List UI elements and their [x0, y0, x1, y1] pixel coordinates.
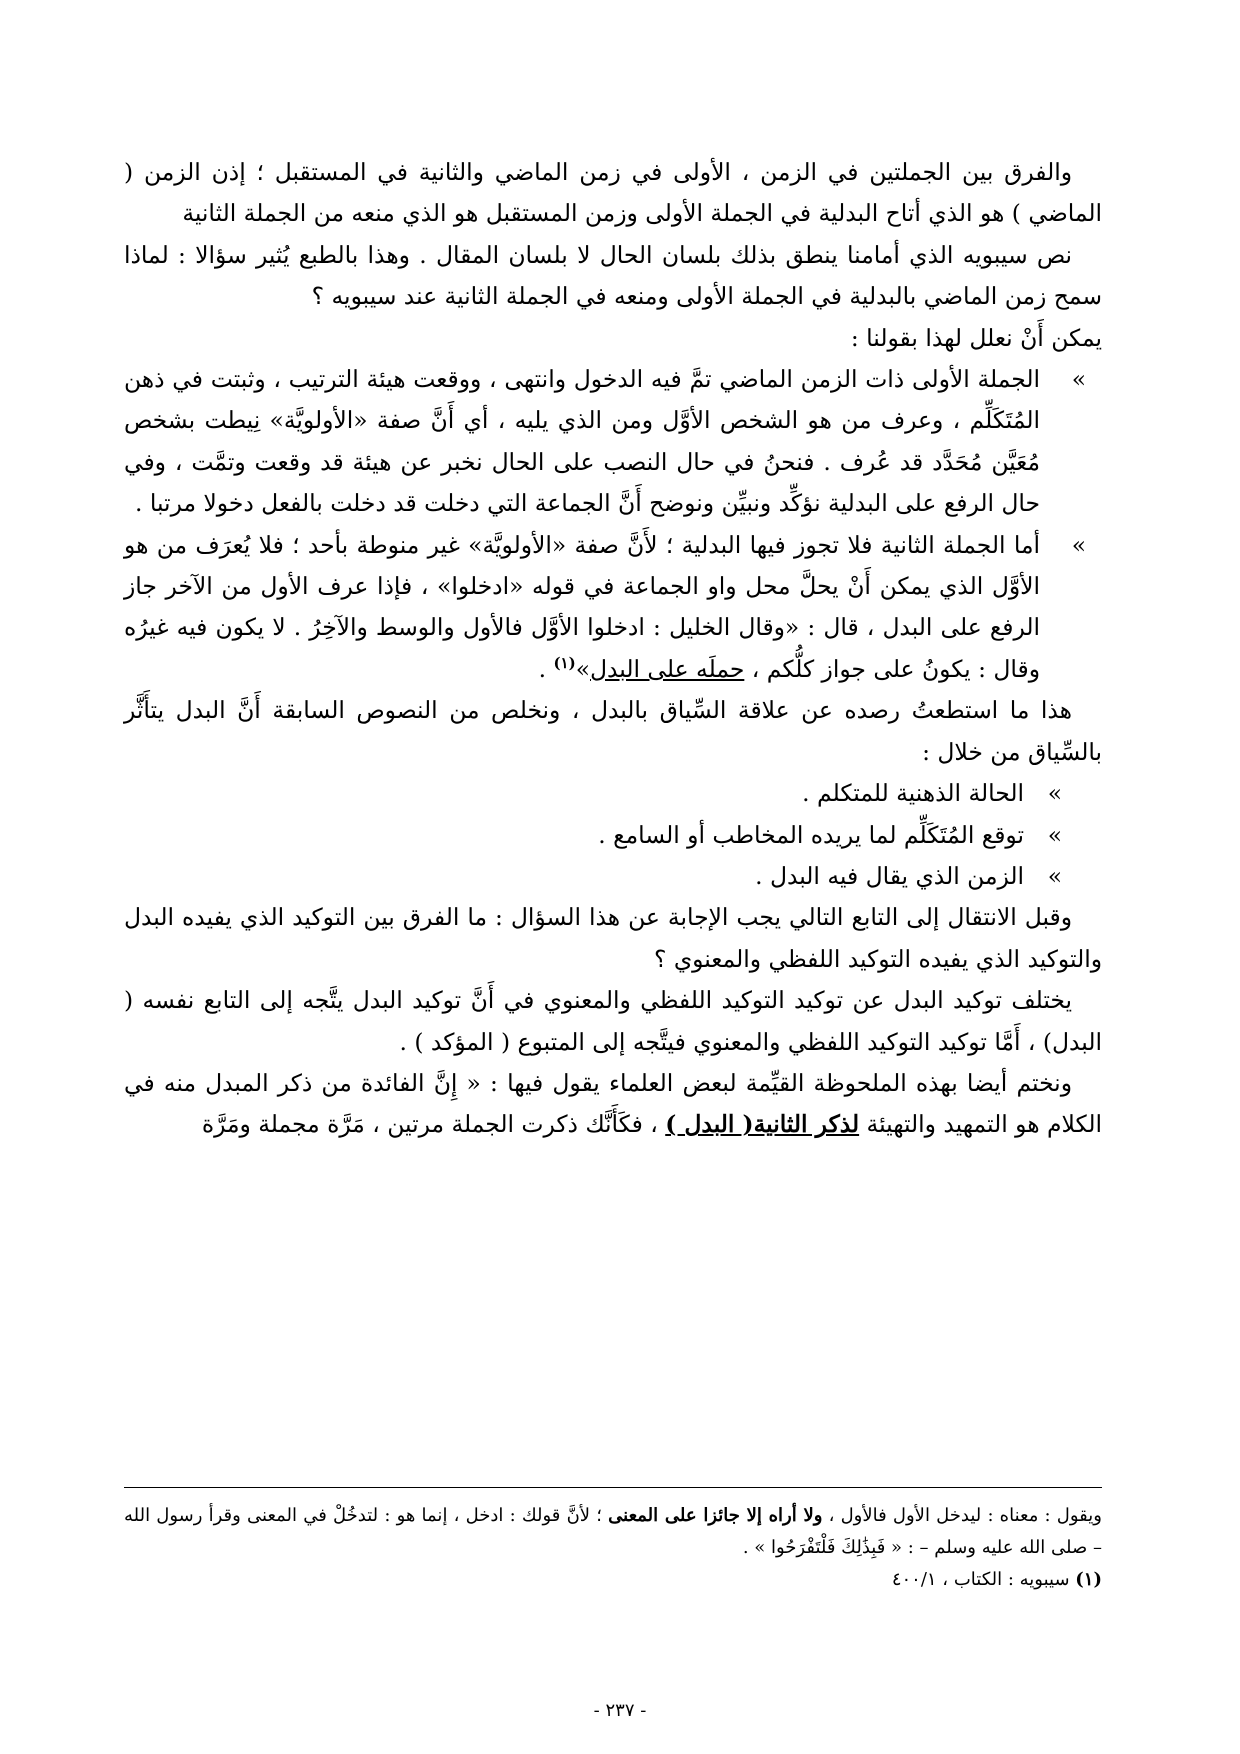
footnote-reference: (١) [553, 654, 576, 673]
context-list [124, 773, 1102, 897]
bullet-marker: » [1047, 861, 1062, 890]
footnote-bold-text: ولا أراه إلا جائزا على المعنى [608, 1505, 823, 1526]
list-item [124, 359, 1102, 525]
footnote-text: ويقول : معناه : ليدخل الأول فالأول ، [828, 1505, 1102, 1526]
footnote-text: سيبويه : الكتاب ، ٤٠٠/١ [891, 1569, 1070, 1590]
emphasized-phrase: لذكر الثانية( البدل ) [665, 1110, 860, 1139]
footnotes [124, 1500, 1102, 1596]
body-text [124, 152, 1102, 1146]
paragraph-6: يختلف توكيد البدل عن توكيد التوكيد اللفظي والمعنوي في أَنَّ توكيد البدل يتَّجه إلى التابع نفسه ( البدل) ، أَمَّا توكيد التوكيد اللفظي والمعنوي فيتَّجه إلى المتبوع ( المؤكد ) . [124, 986, 1102, 1056]
sentence-end: . [538, 654, 546, 683]
list-item [124, 815, 1102, 856]
page-number: - ٢٣٧ - [593, 1700, 647, 1721]
list-item [124, 773, 1102, 814]
bullet-marker: » [1071, 530, 1086, 559]
list-item-text: الجملة الأولى ذات الزمن الماضي تمَّ فيه الدخول وانتهى ، ووقعت هيئة الترتيب ، وثبتت في ذهن المُتَكَلِّم ، وعرف من هو الشخص الأوَّل ومن الذي يليه ، أي أَنَّ صفة «الأولويَّة» نِيطت بشخص مُعَيَّن مُحَدَّد قد عُرف . فنحنُ في حال النصب على الحال نخبر عن هيئة قد وقعت وتمَّت ، وفي حال الرفع على البدلية نؤكِّد ونبيِّن ونوضح أَنَّ الجماعة التي دخلت قد دخلت بالفعل دخولا مرتبا . [124, 365, 1040, 518]
bullet-marker: » [1071, 365, 1086, 394]
list-item-text: توقع المُتَكَلِّم لما يريده المخاطب أو السامع . [598, 820, 1024, 849]
footnote-divider [124, 1487, 1102, 1488]
underlined-phrase: حملَه على البدل [590, 654, 745, 683]
list-item-text: الحالة الذهنية للمتكلم . [802, 779, 1024, 808]
list-item [124, 525, 1102, 691]
paragraph-7-start: ونختم أيضا بهذه الملحوظة القيِّمة لبعض العلماء يقول فيها : « إِنَّ الفائدة من ذكر المبدل منه في الكلام هو التمهيد والتهيئة [124, 1068, 1102, 1139]
list-item-text: الزمن الذي يقال فيه البدل . [755, 861, 1024, 890]
footnote-number: (١) [1075, 1569, 1102, 1590]
list-item-text: أما الجملة الثانية فلا تجوز فيها البدلية ؛ لأَنَّ صفة «الأولويَّة» غير منوطة بأحد ؛ فلا يُعرَف من هو الأوَّل الذي يمكن أَنْ يحلَّ محل واو الجماعة في قوله «ادخلوا» ، فإذا عرف الأول من الآخر جاز الرفع على البدل ، قال : «وقال الخليل : ادخلوا الأوَّل فالأول والوسط والآخِرُ . لا يكون فيه غيرُه وقال : يكونُ على جواز كلُّكم ، [124, 530, 1040, 683]
closing-quote: » [575, 654, 591, 683]
paragraph-3: يمكن أَنْ نعلل لهذا بقولنا : [850, 323, 1102, 352]
paragraph-7 [124, 1063, 1102, 1146]
paragraph-4: هذا ما استطعتُ رصده عن علاقة السِّياق بالبدل ، ونخلص من النصوص السابقة أَنَّ البدل يتأَثَّر بالسِّياق من خلال : [124, 696, 1102, 766]
footnote-continuation [124, 1500, 1102, 1564]
footnote-1 [124, 1564, 1102, 1596]
reasons-list [124, 359, 1102, 690]
paragraph-7-end: ، فكَأَنَّك ذكرت الجملة مرتين ، مَرَّة مجملة ومَرَّة [201, 1110, 658, 1139]
list-item [124, 856, 1102, 897]
paragraph-2: نص سيبويه الذي أمامنا ينطق بذلك بلسان الحال لا بلسان المقال . وهذا بالطبع يُثير سؤالا : لماذا سمح زمن الماضي بالبدلية في الجملة الأولى ومنعه في الجملة الثانية عند سيبويه ؟ [124, 240, 1102, 311]
paragraph-1: والفرق بين الجملتين في الزمن ، الأولى في زمن الماضي والثانية في المستقبل ؛ إذن الزمن ( الماضي ) هو الذي أتاح البدلية في الجملة الأولى وزمن المستقبل هو الذي منعه من الجملة الثانية [124, 158, 1102, 228]
paragraph-5: وقبل الانتقال إلى التابع التالي يجب الإجابة عن هذا السؤال : ما الفرق بين التوكيد الذي يفيده البدل والتوكيد الذي يفيده التوكيد اللفظي والمعنوي ؟ [124, 903, 1102, 973]
footnote-text: ؛ لأنَّ قولك : ادخل ، إنما هو : لتدخُلْ في المعنى وقرأ رسول الله – صلى الله عليه وسلم – : « فَبِذَٰلِكَ فَلْتَفْرَحُوا » . [124, 1505, 1102, 1558]
bullet-marker: » [1047, 820, 1062, 849]
bullet-marker: » [1047, 779, 1062, 808]
